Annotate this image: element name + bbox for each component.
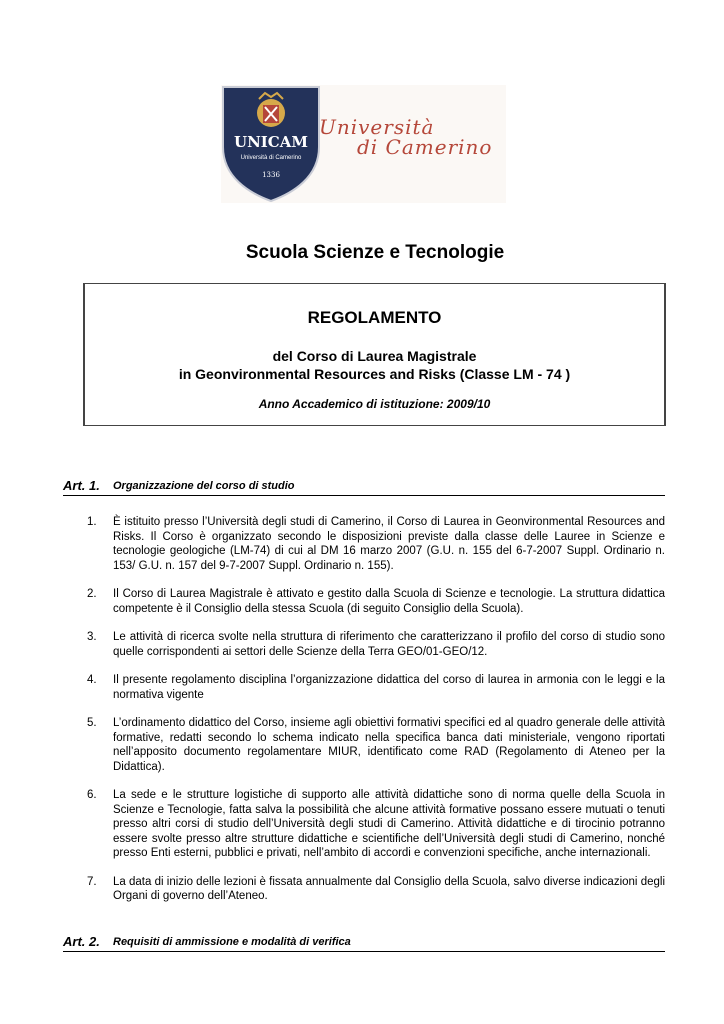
list-item-text: È istituito presso l’Università degli studi di Camerino, il Corso di Laurea in Geonvironmental Resources and Risks. Il Corso è organizzato secondo le disposizioni previste dalla classe delle Lauree in Scienze e tecnologie geologiche (LM-74) di cui al DM 16 marzo 2007 (G.U. n. 155 del 6-7-2007 Suppl. Ordinario n. 153/ G.U. n. 157 del 9-7-2007 Suppl. Ordinario n. 155). [113,516,665,572]
article-2-title: Requisiti di ammissione e modalità di verifica [113,936,351,948]
list-item-number: 2. [87,588,97,600]
list-item [0,788,724,861]
article-1-list [0,515,724,918]
regulation-title: REGOLAMENTO [307,308,442,327]
list-item [0,673,724,702]
academic-year: Anno Accademico di istituzione: 2009/10 [258,397,491,411]
list-item-number: 4. [87,674,97,686]
svg-text:UNICAM: UNICAM [234,133,308,151]
article-1-number: Art. 1. [63,478,100,493]
course-subtitle-line-1: del Corso di Laurea Magistrale [272,348,477,364]
list-item [0,515,724,573]
svg-text:Università di Camerino: Università di Camerino [240,155,302,161]
wordmark-line-2: di Camerino [357,135,493,159]
university-wordmark [319,115,509,171]
list-item-text: Il presente regolamento disciplina l’organizzazione didattica del corso di laurea in armonia con le leggi e la normativa vigente [113,674,665,701]
list-item-number: 7. [87,875,97,888]
list-item-number: 3. [87,631,97,643]
list-item-text: L’ordinamento didattico del Corso, insieme agli obiettivi formativi specifici ed al quadro generale delle attività formative, redatti secondo lo schema indicato nella specifica banca dati ministeriale, vengono riportati nell’apposito documento regolamentare MIUR, identificato come RAD (Regolamento di Ateneo per la Didattica). [113,717,665,773]
article-2-number: Art. 2. [63,934,100,949]
university-logo [221,85,506,203]
list-item [0,716,724,774]
article-2-heading [63,932,665,952]
article-1-title: Organizzazione del corso di studio [113,480,295,492]
list-item-number: 1. [87,516,97,528]
list-item-text: Il Corso di Laurea Magistrale è attivato e gestito dalla Scuola di Scienze e tecnologie. La struttura didattica competente è il Consiglio della stessa Scuola (di seguito Consiglio della Scuola). [113,588,665,615]
list-item [0,875,724,904]
list-item [0,587,724,616]
regulation-header-box [83,283,666,426]
school-title: Scuola Scienze e Tecnologie [245,242,505,263]
list-item-text: La sede e le strutture logistiche di supporto alle attività didattiche sono di norma quelle della Scuola in Scienze e Tecnologie, fatta salva la possibilità che alcune attività formative possano essere mutuati o tenuti presso altri corsi di studio dell’Università degli studi di Camerino. Attività didattiche e di tirocinio potranno essere svolte presso altre strutture didattiche e scientifiche dell’Università degli studi di Camerino, nonché presso Enti esterni, pubblici e privati, nell’ambito di accordi e convenzioni specifiche, anche internazionali. [113,789,665,859]
article-1-heading [63,476,665,496]
list-item-text: Le attività di ricerca svolte nella struttura di riferimento che caratterizzano il profilo del corso di studio sono quelle corrispondenti ai settori delle Scienze della Terra GEO/01-GEO/12. [113,631,665,658]
unicam-shield-icon [221,85,321,203]
list-item-number: 5. [87,717,97,729]
svg-text:1336: 1336 [262,171,280,179]
wordmark-line-1: Università [319,115,435,139]
list-item-number: 6. [87,789,97,801]
list-item [0,630,724,659]
course-subtitle-line-2: in Geonvironmental Resources and Risks (Classe LM - 74 ) [178,366,571,382]
list-item-text: La data di inizio delle lezioni è fissata annualmente dal Consiglio della Scuola, salvo diverse indicazioni degli Organi di governo dell’Ateneo. [113,875,665,902]
